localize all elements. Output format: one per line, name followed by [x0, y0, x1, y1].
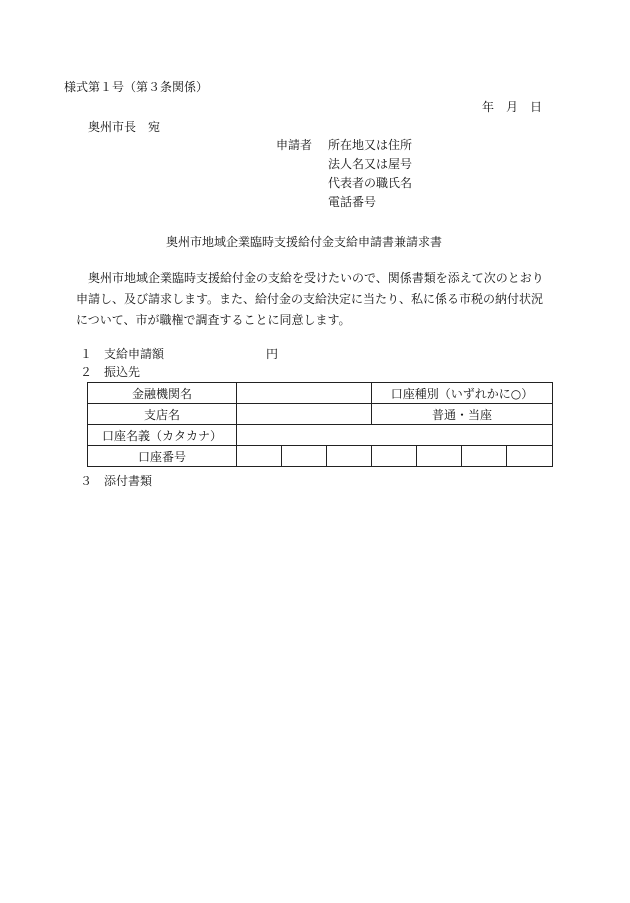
account-type-options[interactable]: 普通・当座 — [372, 404, 553, 425]
account-number-digit-2[interactable] — [282, 446, 327, 467]
account-type-label: 口座種別（いずれかに○） — [372, 383, 553, 404]
account-holder-row — [88, 425, 553, 446]
account-holder-value[interactable] — [237, 425, 553, 446]
body-paragraph: 奥州市地域企業臨時支援給付金の支給を受けたいので、関係書類を添えて次のとおり申請し、及び請求します。また、給付金の支給決定に当たり、私に係る市税の納付状況について、市が職権で調査することに同意します。 — [76, 271, 544, 327]
bank-account-table — [87, 382, 553, 467]
account-number-digit-7[interactable] — [507, 446, 553, 467]
item-1-label: １ 支給申請額 — [80, 347, 165, 361]
addressee: 奥州市長 宛 — [88, 120, 161, 134]
applicant-phone-field: 電話番号 — [328, 195, 377, 209]
item-3-label: ３ 添付書類 — [80, 474, 153, 488]
branch-value[interactable] — [237, 404, 372, 425]
bank-name-label: 金融機関名 — [88, 383, 237, 404]
document-title: 奥州市地域企業臨時支援給付金支給申請書兼請求書 — [166, 235, 443, 249]
account-number-digit-5[interactable] — [417, 446, 462, 467]
item-2-label: ２ 振込先 — [80, 365, 141, 379]
account-number-row — [88, 446, 553, 467]
account-number-digit-3[interactable] — [327, 446, 372, 467]
account-number-digit-6[interactable] — [462, 446, 507, 467]
account-number-digit-1[interactable] — [237, 446, 282, 467]
bank-name-row — [88, 383, 553, 404]
branch-row — [88, 404, 553, 425]
form-number: 様式第１号（第３条関係） — [64, 80, 209, 94]
bank-name-value[interactable] — [237, 383, 372, 404]
account-number-label: 口座番号 — [88, 446, 237, 467]
item-1-unit: 円 — [266, 347, 279, 361]
applicant-label: 申請者 — [276, 138, 313, 152]
branch-label: 支店名 — [88, 404, 237, 425]
date-line: 年 月 日 — [482, 100, 543, 114]
applicant-company-field: 法人名又は屋号 — [328, 157, 413, 171]
account-number-digit-4[interactable] — [372, 446, 417, 467]
applicant-address-field: 所在地又は住所 — [328, 138, 413, 152]
account-holder-label: 口座名義（カタカナ） — [88, 425, 237, 446]
applicant-representative-field: 代表者の職氏名 — [328, 176, 413, 190]
